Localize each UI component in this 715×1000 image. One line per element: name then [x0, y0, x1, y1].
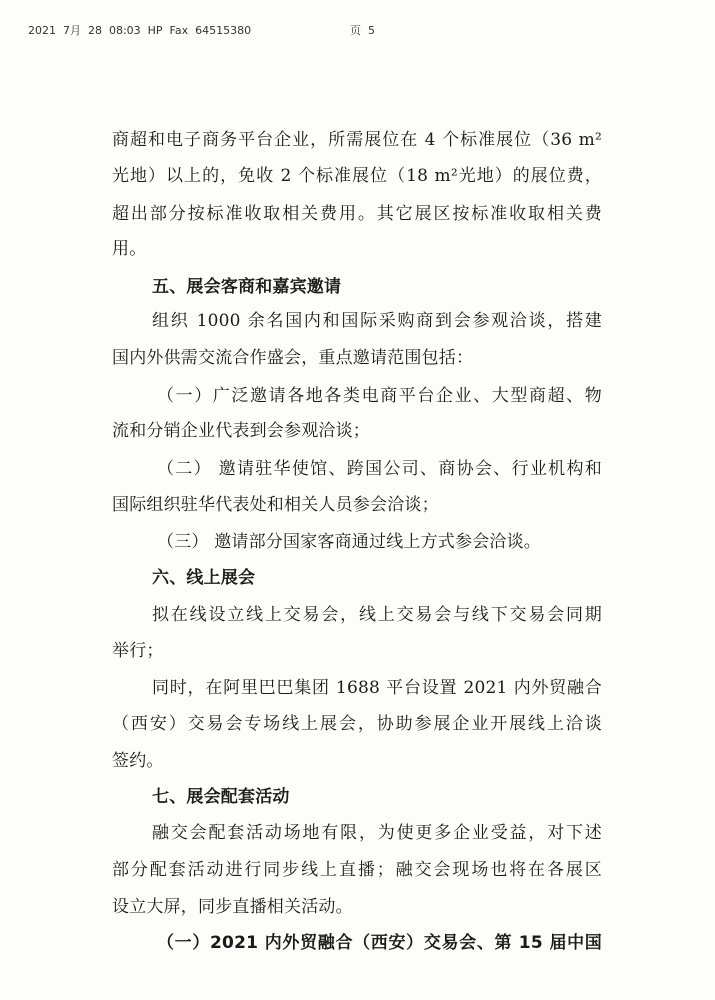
- body-line: 同时，在阿里巴巴集团 1688 平台设置 2021 内外贸融合: [152, 678, 602, 698]
- body-line: 举行；: [112, 641, 164, 661]
- body-line: （三） 邀请部分国家客商通过线上方式参会洽谈。: [157, 532, 542, 552]
- body-line: 签约。: [112, 751, 164, 771]
- body-line: 组织 1000 余名国内和国际采购商到会参观洽谈，搭建: [152, 311, 602, 331]
- body-line: （西安）交易会专场线上展会，协助参展企业开展线上洽谈: [112, 714, 602, 734]
- body-line: 设立大屏，同步直播相关活动。: [112, 897, 353, 917]
- body-line: 光地）以上的，免收 2 个标准展位（18 m²光地）的展位费，: [112, 166, 602, 186]
- body-line: （二） 邀请驻华使馆、跨国公司、商协会、行业机构和: [157, 459, 602, 479]
- body-line: 用。: [112, 239, 147, 259]
- body-line: 拟在线设立线上交易会，线上交易会与线下交易会同期: [152, 605, 602, 625]
- page-number: 页 5: [350, 24, 375, 37]
- body-line: 部分配套活动进行同步线上直播；融交会现场也将在各展区: [112, 860, 602, 880]
- section-heading: 七、展会配套活动: [152, 787, 290, 807]
- section-heading: 六、线上展会: [152, 568, 256, 588]
- body-line: 流和分销企业代表到会参观洽谈；: [112, 421, 370, 441]
- fax-header: [28, 22, 687, 42]
- subsection-heading: （一）2021 内外贸融合（西安）交易会、第 15 届中国: [157, 933, 602, 953]
- body-line: 商超和电子商务平台企业，所需展位在 4 个标准展位（36 m²: [112, 130, 602, 150]
- body-line: （一）广泛邀请各地各类电商平台企业、大型商超、物: [157, 386, 602, 406]
- fax-header-info: 2021 7月 28 08:03 HP Fax 64515380: [28, 24, 252, 37]
- body-line: 融交会配套活动场地有限，为使更多企业受益，对下述: [152, 823, 602, 843]
- section-heading: 五、展会客商和嘉宾邀请: [152, 277, 342, 297]
- body-line: 国内外供需交流合作盛会，重点邀请范围包括：: [112, 348, 474, 368]
- body-line: 超出部分按标准收取相关费用。其它展区按标准收取相关费: [112, 204, 602, 224]
- body-line: 国际组织驻华代表处和相关人员参会洽谈；: [112, 495, 439, 515]
